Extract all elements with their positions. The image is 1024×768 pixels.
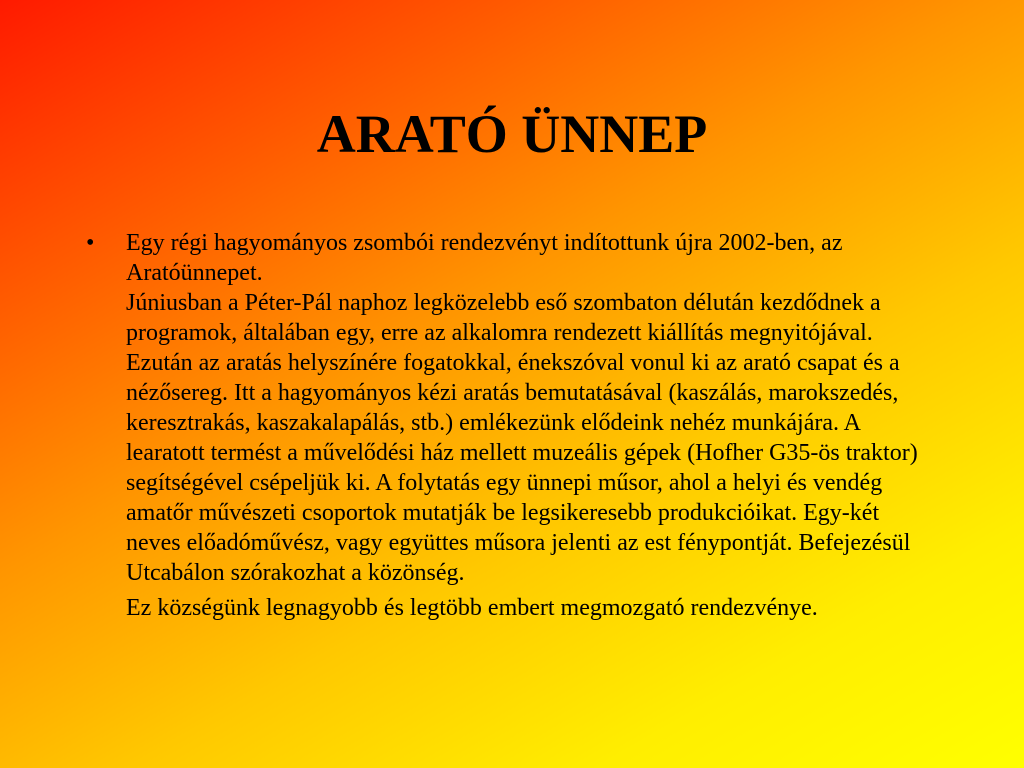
bullet-text xyxy=(126,228,936,628)
bullet-icon: • xyxy=(86,230,95,256)
paragraph-intro: Egy régi hagyományos zsombói rendezvényt indítottunk újra 2002-ben, az Aratóünnepet. xyxy=(126,230,843,286)
bullet-item xyxy=(86,228,936,628)
paragraph-conclusion: Ez községünk legnagyobb és legtöbb embert megmozgató rendezvénye. xyxy=(126,595,818,621)
paragraph-description: Júniusban a Péter-Pál naphoz legközelebb eső szombaton délután kezdődnek a programok, általában egy, erre az alkalomra rendezett kiállítás megnyitójával. Ezután az aratás helyszínére fogatokkal, énekszóval vonul ki az arató csapat és a nézősereg. Itt a hagyományos kézi aratás bemutatásával (kaszálás, marokszedés, keresztrakás, kaszakalapálás, stb.) emlékezünk elődeink nehéz munkájára. A learatott termést a művelődési ház mellett muzeális gépek (Hofher G35-ös traktor) segítségével csépeljük ki. A folytatás egy ünnepi műsor, ahol a helyi és vendég amatőr művészeti csoportok mutatják be legsikeresebb produkcióikat. Egy-két neves előadóművész, vagy együttes műsora jelenti az est fénypontját. Befejezésül Utcabálon szórakozhat a közönség. xyxy=(126,290,918,586)
slide-body xyxy=(86,228,936,628)
slide-title: ARATÓ ÜNNEP xyxy=(316,104,708,164)
